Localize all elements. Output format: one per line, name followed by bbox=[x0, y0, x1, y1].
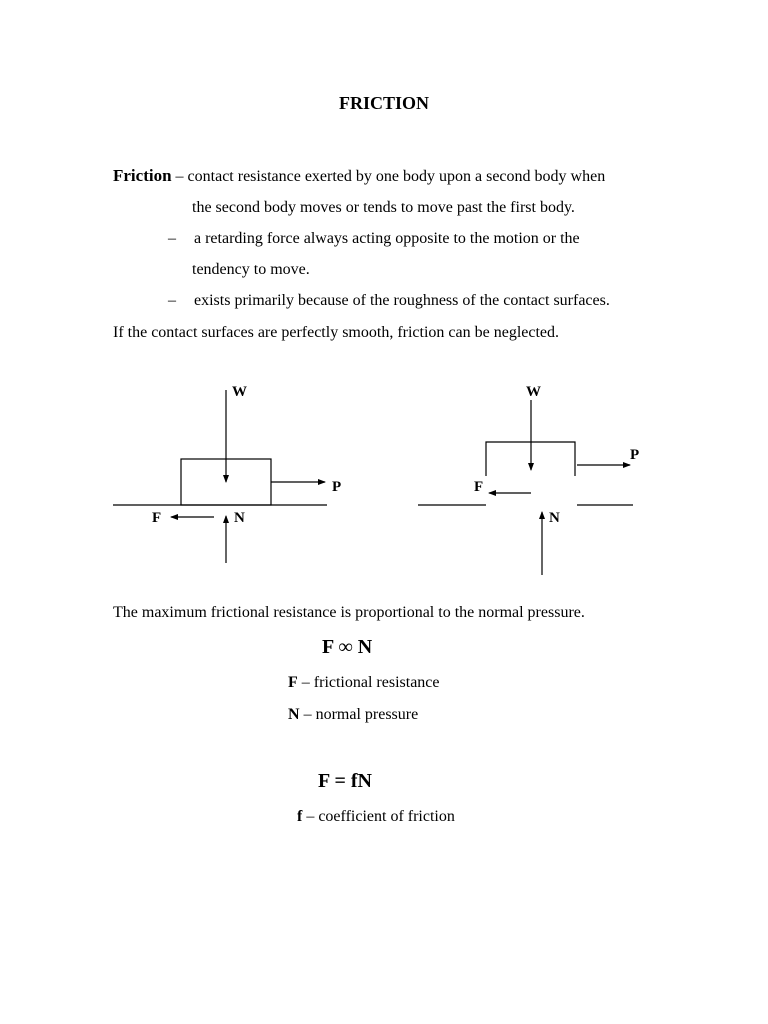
left-weight-label: W bbox=[232, 384, 247, 400]
page-title: FRICTION bbox=[338, 93, 429, 113]
definition-separator: – bbox=[171, 168, 188, 185]
right-normal-label: N bbox=[549, 510, 560, 526]
bullet-1-line-2: tendency to move. bbox=[192, 261, 310, 278]
definition-coefficient bbox=[297, 808, 455, 826]
right-friction-label: F bbox=[474, 479, 484, 495]
left-friction-label: F bbox=[152, 510, 162, 526]
symbol-f-upper: F bbox=[288, 674, 298, 691]
proportionality-statement: The maximum frictional resistance is proportional to the normal pressure. bbox=[113, 604, 585, 621]
normal-pressure-text: – normal pressure bbox=[299, 706, 419, 723]
definition-term: Friction bbox=[113, 166, 172, 185]
bullet-2-text: exists primarily because of the roughness of the contact surfaces. bbox=[194, 292, 610, 309]
definition-normal-pressure bbox=[288, 706, 418, 724]
frictional-resistance-text: – frictional resistance bbox=[297, 674, 440, 691]
smooth-surface-note: If the contact surfaces are perfectly smooth, friction can be neglected. bbox=[113, 324, 560, 341]
proportionality-formula: F ∞ N bbox=[322, 636, 373, 658]
left-push-label: P bbox=[332, 479, 342, 495]
right-weight-label: W bbox=[526, 384, 541, 400]
left-normal-label: N bbox=[234, 510, 245, 526]
symbol-n: N bbox=[288, 706, 300, 723]
bullet-1-text: a retarding force always acting opposite to the motion or the bbox=[194, 230, 580, 247]
right-push-label: P bbox=[630, 447, 640, 463]
definition-text-1: contact resistance exerted by one body upon a second body when bbox=[187, 168, 606, 185]
bullet-dash: – bbox=[168, 230, 176, 247]
definition-frictional-resistance bbox=[288, 674, 440, 692]
bullet-dash: – bbox=[168, 292, 176, 309]
coefficient-text: – coefficient of friction bbox=[302, 808, 455, 825]
friction-equation: F = fN bbox=[318, 770, 372, 792]
symbol-f-lower: f bbox=[297, 808, 303, 825]
definition-line-2: the second body moves or tends to move past the first body. bbox=[192, 199, 575, 216]
